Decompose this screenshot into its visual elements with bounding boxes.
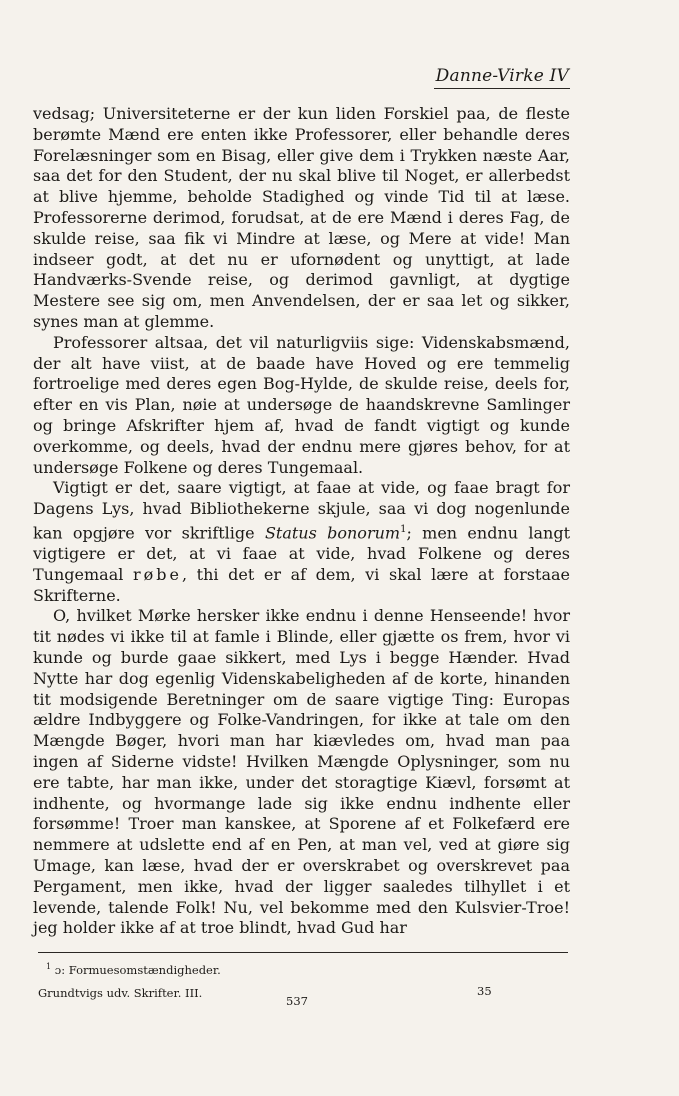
header-rule xyxy=(434,88,570,89)
paragraph-3-text-a: Vigtigt er det, saare vigtigt, at faae at vide, og faae bragt for Dagens Lys, hvad Bibliothekerne skjule, saa vi dog nogenlunde kan opgjøre vor skriftlige xyxy=(33,478,570,543)
paragraph-3 xyxy=(33,478,570,606)
source-line: Grundtvigs udv. Skrifter. III. xyxy=(38,986,203,1000)
footnote-text: ɔ: Formuesomstændigheder. xyxy=(54,962,221,977)
paragraph-1: vedsag; Universiteterne er der kun liden Forskiel paa, de fleste berømte Mænd ere enten ikke Professorer, eller behandle deres Forelæsninger som en Bisag, eller give dem i Trykken næste Aar, saa det for den Student, der nu skal blive til Noget, er allerbedst at blive hjemme, beholde Stadighed og vinde Tid til at læse. Professorerne derimod, forudsat, at de ere Mænd i deres Fag, de skulde reise, saa fik vi Mindre at læse, og Mere at vide! Man indseer godt, at det nu er ufornødent og unyttigt, at lade Handværks-Svende reise, og derimod gavnligt, at dygtige Mestere see sig om, men Anvendelsen, der er saa let og sikker, synes man at glemme. xyxy=(33,104,570,331)
paragraph-4: O, hvilket Mørke hersker ikke endnu i denne Henseende! hvor tit nødes vi ikke til at famle i Blinde, eller gjætte os frem, hvor vi kunde og burde gaae sikkert, med Lys i begge Hænder. Hvad Nytte har dog egenlig Videnskabeligheden af de korte, hinanden tit modsigende Beretninger om de saare vigtige Ting: Europas ældre Indbyggere og Folke-Vandringen, for ikke at tale om den Mængde Bøger, hvori man har kiævledes om, hvad man paa ingen af Siderne vidste! Hvilken Mængde Oplysninger, som nu ere tabte, har man ikke, under det storagtige Kiævl, forsømt at indhente, og hvormange lade sig ikke endnu indhente eller forsømme! Troer man kanskee, at Sporene af et Folkefærd ere nemmere at udslette end af en Pen, at man vel, ved at giøre sig Umage, kan læse, hvad der er overskrabet og overskrevet paa Pergament, men ikke, hvad der ligger saaledes tilhyllet i et levende, talende Folk! Nu, vel bekomme med den Kulsvier-Troe! jeg holder ikke af at troe blindt, hvad Gud har xyxy=(33,606,570,938)
footnote-mark: 1 xyxy=(46,962,52,971)
paragraph-3-text-c: , thi det er af dem, vi skal lære at forstaae Skrifterne. xyxy=(33,564,570,605)
spaced-word-robe: røbe xyxy=(132,564,182,584)
footnote-reference: 1 xyxy=(400,523,407,535)
footnote xyxy=(46,962,221,977)
signature-mark: 35 xyxy=(477,984,492,998)
paragraph-2: Professorer altsaa, det vil naturligviis sige: Videnskabsmænd, der alt have viist, at de baade have Hoved og ere temmelig fortroelige med deres egen Bog-Hylde, de skulde reise, deels for, efter en vis Plan, nøie at undersøge de haandskrevne Samlinger og bringe Afskrifter hjem af, hvad de fandt vigtigt og kunde overkomme, og deels, hvad der endnu mere gjøres behov, for at undersøge Folkene og deres Tungemaal. xyxy=(33,332,570,477)
page-number: 537 xyxy=(286,994,308,1008)
status-bonorum-italic: Status bonorum xyxy=(264,523,401,543)
body-text xyxy=(33,104,570,939)
running-title: Danne-Virke IV xyxy=(435,66,569,86)
footnote-rule xyxy=(38,952,568,953)
paragraph-3-text-b: ; men endnu langt vigtigere er det, at vi faae at vide, hvad Folkene og deres Tungemaal xyxy=(33,523,571,584)
